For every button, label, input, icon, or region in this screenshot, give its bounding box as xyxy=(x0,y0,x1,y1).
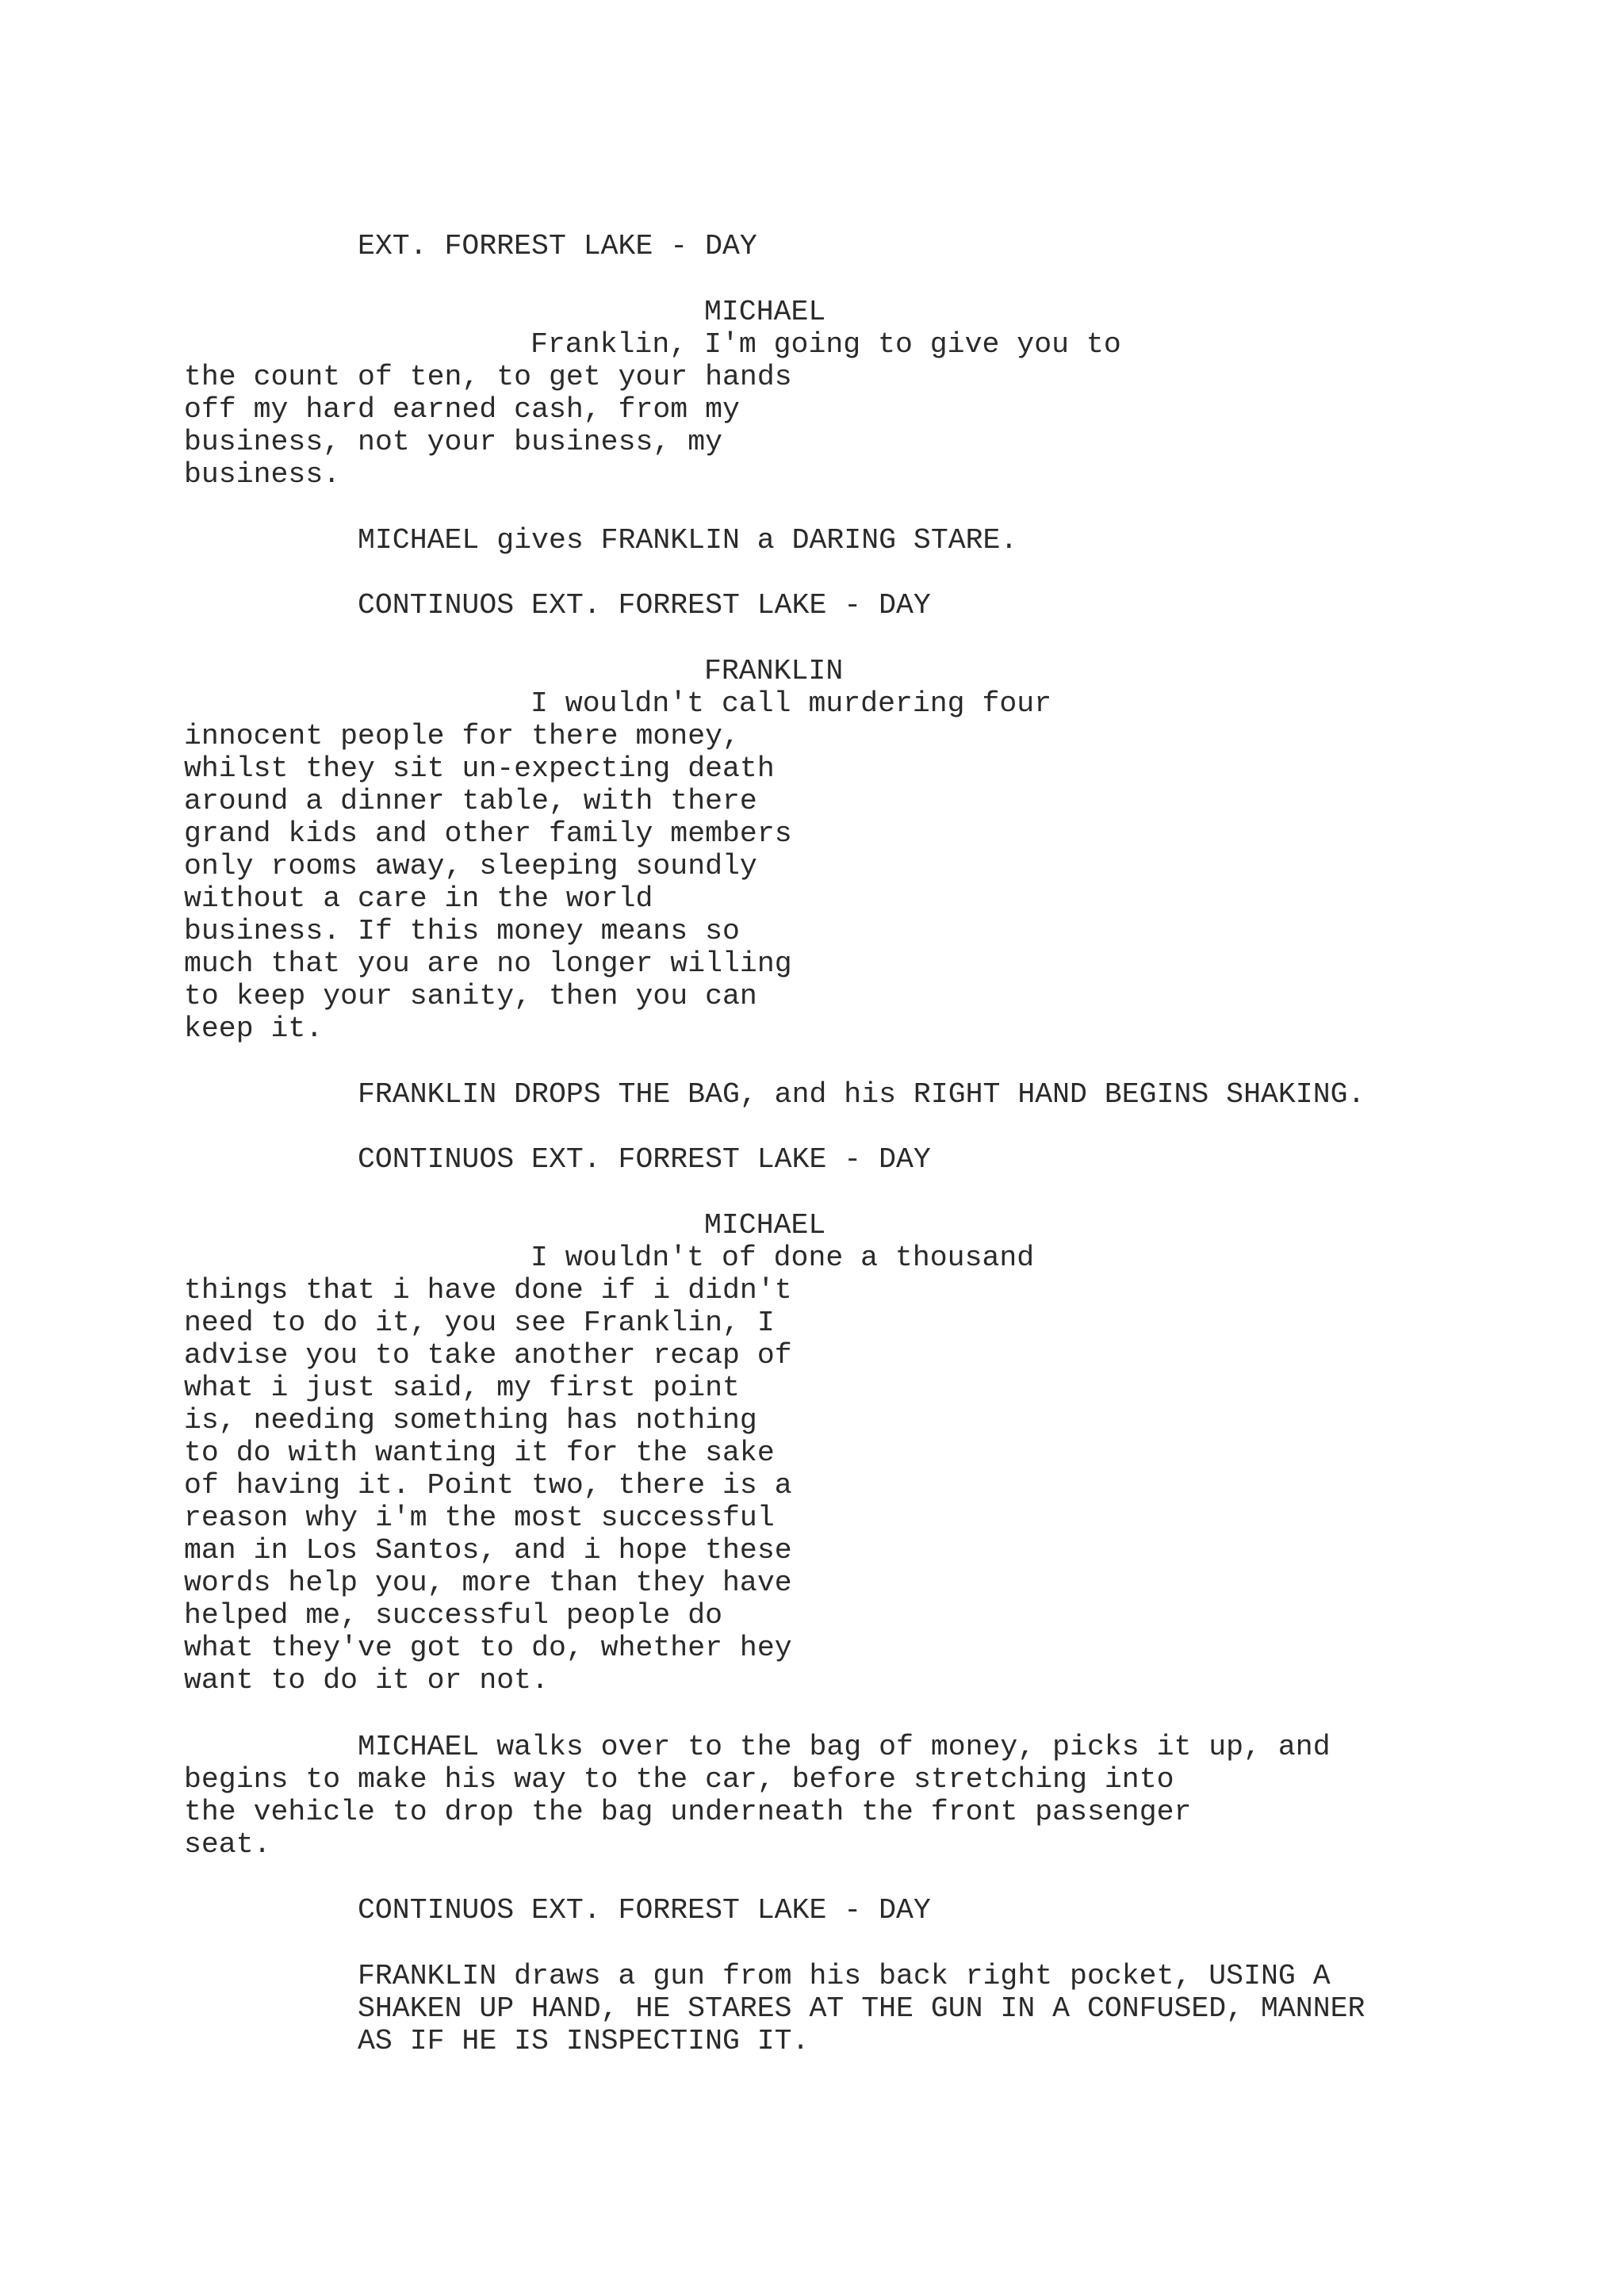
dialogue-line: whilst they sit un-expecting death xyxy=(184,752,775,785)
action-line: seat. xyxy=(184,1828,271,1861)
dialogue-line: business, not your business, my xyxy=(184,426,723,458)
character-name: MICHAEL xyxy=(704,296,826,328)
dialogue-line: need to do it, you see Franklin, I xyxy=(184,1307,775,1339)
dialogue-line: much that you are no longer willing xyxy=(184,947,792,980)
dialogue-line: man in Los Santos, and i hope these xyxy=(184,1534,792,1567)
dialogue-line: of having it. Point two, there is a xyxy=(184,1469,792,1502)
dialogue-line: words help you, more than they have xyxy=(184,1567,792,1599)
dialogue-line: advise you to take another recap of xyxy=(184,1339,792,1372)
scene-heading: CONTINUOS EXT. FORREST LAKE - DAY xyxy=(358,1143,931,1176)
dialogue-line: around a dinner table, with there xyxy=(184,785,757,817)
dialogue-line: innocent people for there money, xyxy=(184,720,740,752)
action-line: MICHAEL gives FRANKLIN a DARING STARE. xyxy=(358,524,1018,557)
action-line: SHAKEN UP HAND, HE STARES AT THE GUN IN A CONFUSED, MANNER xyxy=(358,1992,1365,2025)
dialogue-line: reason why i'm the most successful xyxy=(184,1502,775,1534)
dialogue-line: what i just said, my first point xyxy=(184,1372,740,1404)
dialogue-line: to do with wanting it for the sake xyxy=(184,1437,775,1469)
dialogue-line: helped me, successful people do xyxy=(184,1599,723,1632)
character-name: MICHAEL xyxy=(704,1209,826,1242)
dialogue-line: business. xyxy=(184,458,341,491)
dialogue-line: the count of ten, to get your hands xyxy=(184,361,792,393)
dialogue-line: is, needing something has nothing xyxy=(184,1404,757,1437)
scene-heading: CONTINUOS EXT. FORREST LAKE - DAY xyxy=(358,1894,931,1927)
action-line: the vehicle to drop the bag underneath the front passenger xyxy=(184,1796,1192,1828)
character-name: FRANKLIN xyxy=(704,655,844,687)
dialogue-line: what they've got to do, whether hey xyxy=(184,1632,792,1664)
dialogue-line: without a care in the world xyxy=(184,882,653,915)
dialogue-line: business. If this money means so xyxy=(184,915,740,947)
dialogue-line: things that i have done if i didn't xyxy=(184,1274,792,1307)
dialogue-line: to keep your sanity, then you can xyxy=(184,980,757,1012)
scene-heading: CONTINUOS EXT. FORREST LAKE - DAY xyxy=(358,589,931,622)
dialogue-line: grand kids and other family members xyxy=(184,817,792,850)
dialogue-line: I wouldn't call murdering four xyxy=(530,687,1052,720)
dialogue-line: off my hard earned cash, from my xyxy=(184,393,740,426)
action-line: FRANKLIN DROPS THE BAG, and his RIGHT HAND BEGINS SHAKING. xyxy=(358,1078,1365,1111)
action-line: FRANKLIN draws a gun from his back right pocket, USING A xyxy=(358,1960,1331,1992)
scene-heading: EXT. FORREST LAKE - DAY xyxy=(358,230,757,262)
action-line: AS IF HE IS INSPECTING IT. xyxy=(358,2025,810,2057)
dialogue-line: I wouldn't of done a thousand xyxy=(530,1242,1035,1274)
dialogue-line: want to do it or not. xyxy=(184,1664,549,1697)
dialogue-line: Franklin, I'm going to give you to xyxy=(530,328,1121,361)
dialogue-line: keep it. xyxy=(184,1012,324,1045)
action-line: begins to make his way to the car, before stretching into xyxy=(184,1763,1174,1796)
dialogue-line: only rooms away, sleeping soundly xyxy=(184,850,757,882)
action-line: MICHAEL walks over to the bag of money, picks it up, and xyxy=(358,1731,1331,1763)
